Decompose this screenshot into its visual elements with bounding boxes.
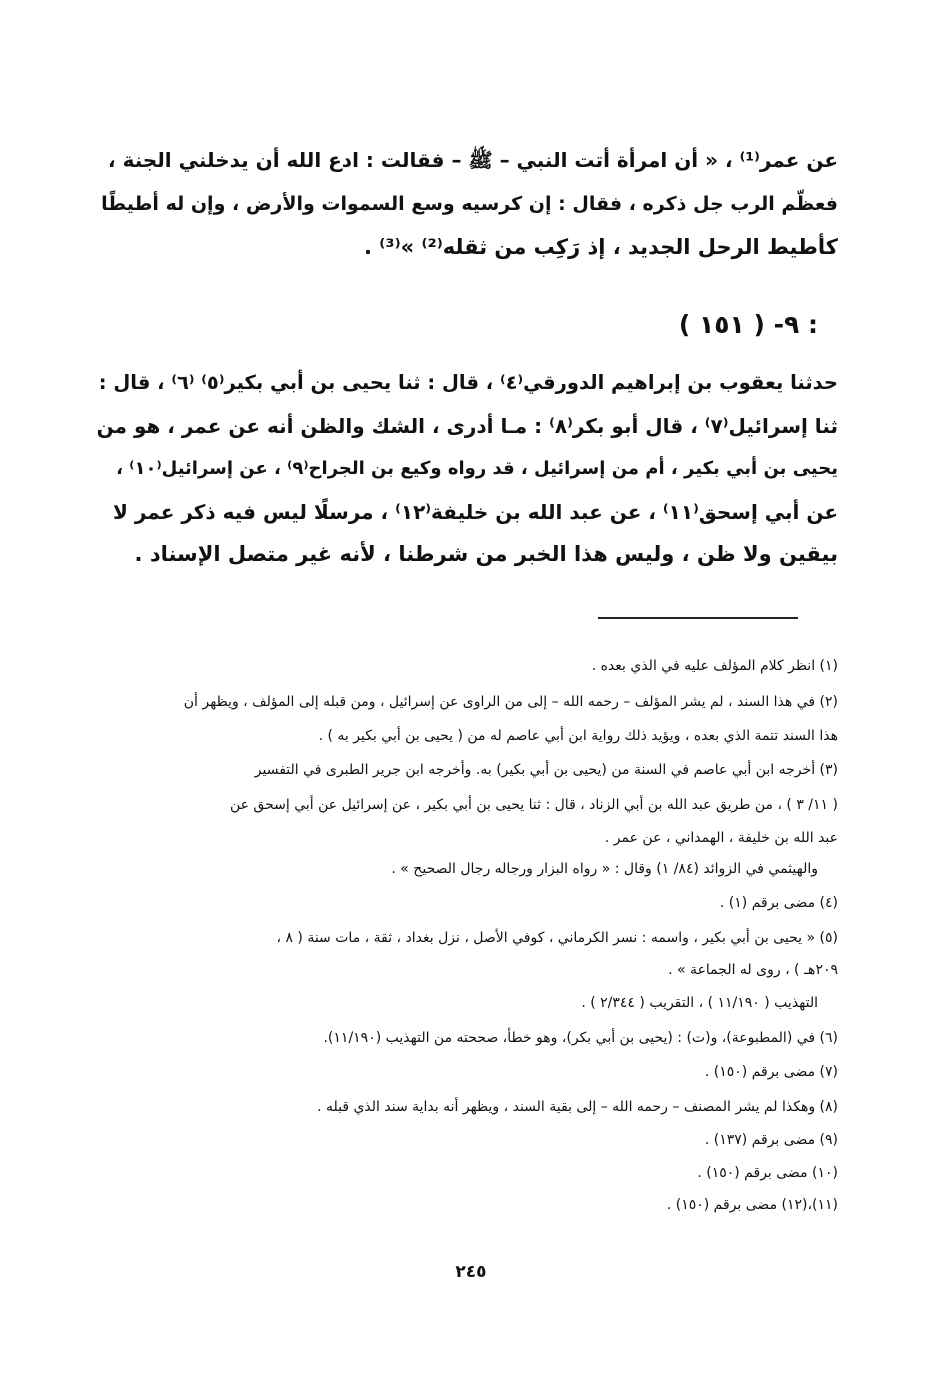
footnote-line: (٣) أخرجه ابن أبي عاصم في السنة من (يحيى بن أبي بكير) به. وأخرجه ابن جرير الطبرى في التفسير [254,762,838,778]
footnote-line: (٦) في (المطبوعة)، و(ت) : (يحيى بن أبي بكر)، وهو خطأ، صححته من التهذيب (١١/١٩٠). [323,1030,838,1046]
intro-line-1: عن عمر⁽¹⁾ ، « أن امرأة أتت النبي – ﷺ – فقالت : ادع الله أن يدخلني الجنة ، [108,148,838,172]
hadith-line-4: عن أبي إسحق⁽١١⁾ ، عن عبد الله بن خليفة⁽١٢⁾ ، مرسلًا ليس فيه ذكر عمر لا [113,500,838,524]
footnote-line: (٢) في هذا السند ، لم يشر المؤلف – رحمه الله – إلى من الراوى عن إسرائيل ، ومن قبله إلى المؤلف ، ويظهر أن [183,694,838,710]
footnote-line: (٤) مضى برقم (١) . [719,895,838,911]
hadith-heading: ٩- ( ١٥١ ) : [678,310,818,339]
hadith-line-5: بيقين ولا ظن ، وليس هذا الخبر من شرطنا ، لأنه غير متصل الإسناد . [134,542,838,566]
footnote-line: هذا السند تتمة الذي بعده ، ويؤيد ذلك رواية ابن أبي عاصم له من ( يحيى بن أبي بكير به ) . [318,728,838,744]
footnote-line: (١) انظر كلام المؤلف عليه في الذي بعده . [591,658,838,674]
footnote-line: (١٠) مضى برقم (١٥٠) . [697,1165,838,1181]
footnote-line: (٧) مضى برقم (١٥٠) . [704,1064,838,1080]
intro-line-3: كأطيط الرحل الجديد ، إذ رَكِب من ثقله⁽²⁾ »⁽³⁾ . [364,235,838,259]
footnote-separator [598,617,798,619]
hadith-line-1: حدثنا يعقوب بن إبراهيم الدورقي⁽٤⁾ ، قال : ثنا يحيى بن أبي بكير⁽٥⁾ ⁽٦⁾ ، قال : [98,371,838,394]
hadith-line-3: يحيى بن أبي بكير ، أم من إسرائيل ، قد رواه وكيع بن الجراح⁽٩⁾ ، عن إسرائيل⁽١٠⁾ ، [116,458,838,479]
footnote-line: ٢٠٩هـ ) ، روى له الجماعة » . [668,962,838,978]
footnote-line: (٨) وهكذا لم يشر المصنف – رحمه الله – إلى بقية السند ، ويظهر أنه بداية سند الذي قبله . [317,1099,838,1115]
footnote-line: عبد الله بن خليفة ، الهمداني ، عن عمر . [604,830,838,846]
intro-line-2: فعظّم الرب جل ذكره ، فقال : إن كرسيه وسع السموات والأرض ، وإن له أطيطًا [101,193,838,215]
footnote-line: (١١)،(١٢) مضى برقم (١٥٠) . [666,1197,838,1213]
footnote-line: (٩) مضى برقم (١٣٧) . [704,1132,838,1148]
page-number: ٢٤٥ [455,1262,487,1282]
footnote-line: التهذيب ( ١١/١٩٠ ) ، التقريب ( ٢/٣٤٤ ) . [581,995,818,1011]
footnote-line: ( ١١/ ٣ ) ، من طريق عبد الله بن أبي الزناد ، قال : ثنا يحيى بن أبي بكير ، عن إسرائيل عن أبي إسحق عن [229,797,838,813]
hadith-line-2: ثنا إسرائيل⁽٧⁾ ، قال أبو بكر⁽٨⁾ : مـا أدرى ، الشك والظن أنه عن عمر ، هو من [96,414,838,438]
footnote-line: (٥) « يحيى بن أبي بكير ، واسمه : نسر الكرماني ، كوفي الأصل ، نزل بغداد ، ثقة ، مات سنة ( ٨ ، [276,930,838,946]
footnote-line: والهيثمي في الزوائد (٨٤/ ١) وقال : « رواه البزار ورجاله رجال الصحيح » . [391,861,818,877]
